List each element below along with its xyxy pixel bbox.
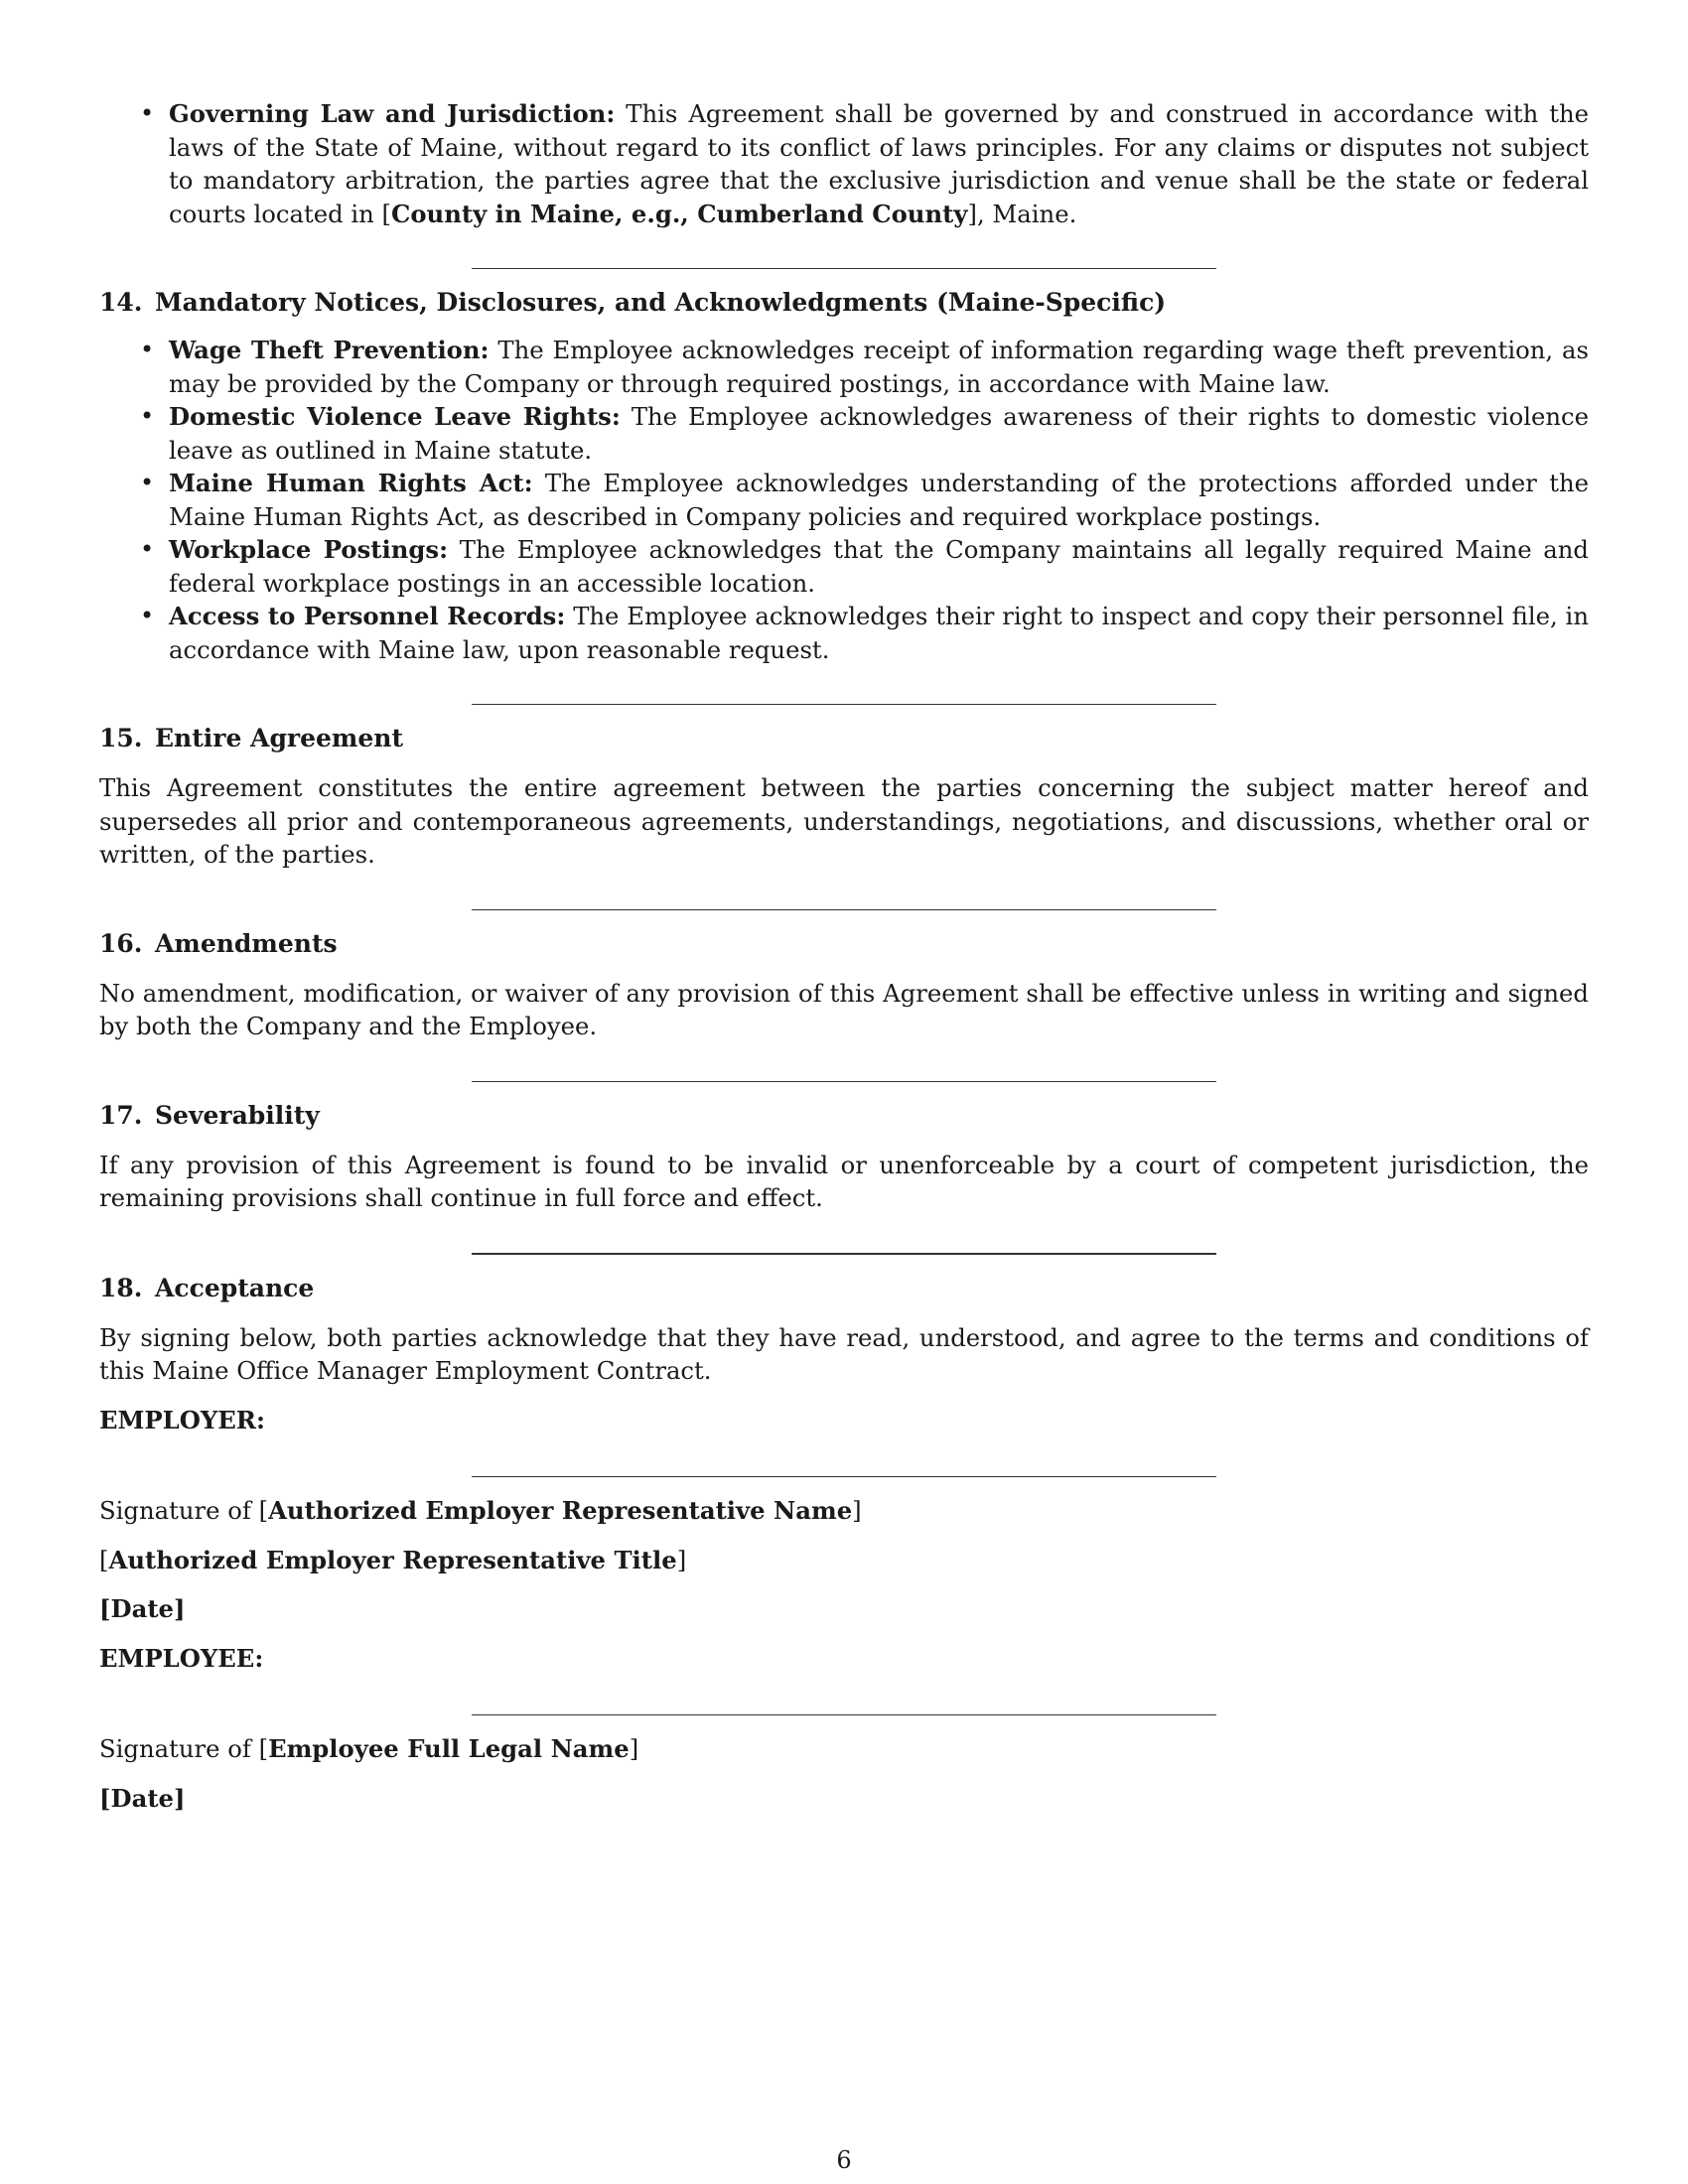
bullet-icon: • [140,535,155,563]
employee-heading: EMPLOYEE: [99,1643,264,1673]
section-17-heading: 17. Severability [99,1100,320,1130]
employee-signature-caption: Signature of [Employee Full Legal Name] [99,1734,639,1763]
list-item: • Domestic Violence Leave Rights: The Employee acknowledges awareness of their rights to domestic violence leave as outlined in Maine statute. [140,402,1589,465]
employee-signature-line [472,1714,1216,1715]
page-number: 6 [836,2146,852,2174]
bullet-icon: • [140,469,155,496]
section-16-body: No amendment, modification, or waiver of any provision of this Agreement shall be effective unless in writing and signed by both the Company and the Employee. [99,978,1589,1040]
governing-law-label: Governing Law and Jurisdiction: [169,99,616,128]
county-placeholder: County in Maine, e.g., Cumberland County [391,199,968,228]
section-15-body: This Agreement constitutes the entire agreement between the parties concerning the subject matter hereof and supersedes all prior and contemporaneous agreements, understandings, negotiations, and discussions, whether oral or written, of the parties. [99,773,1589,869]
section-divider [472,909,1216,910]
list-item: • Governing Law and Jurisdiction: This Agreement shall be governed by and construed in accordance with the laws of the State of Maine, without regard to its conflict of laws principles. For any claims or disputes not subject to mandatory arbitration, the parties agree that the exclusive jurisdiction and venue shall be the state or federal courts located in [County in Maine, e.g., Cumberland County], Maine. [140,99,1589,228]
section-18-heading: 18. Acceptance [99,1273,315,1302]
section-divider [472,268,1216,269]
employer-title-placeholder: [Authorized Employer Representative Title] [99,1545,687,1574]
section-14-list [99,334,1589,666]
list-item: • Wage Theft Prevention: The Employee acknowledges receipt of information regarding wage theft prevention, as may be provided by the Company or through required postings, in accordance with Maine law. [140,336,1589,398]
list-item: • Access to Personnel Records: The Employee acknowledges their right to inspect and copy their personnel file, in accordance with Maine law, upon reasonable request. [140,602,1589,664]
employer-date-placeholder: [Date] [99,1594,186,1623]
governing-law-list [99,97,1589,230]
section-17-body: If any provision of this Agreement is found to be invalid or unenforceable by a court of competent jurisdiction, the remaining provisions shall continue in full force and effect. [99,1150,1589,1212]
employer-signature-caption: Signature of [Authorized Employer Representative Name] [99,1496,862,1525]
document-page [99,97,1589,1815]
bullet-icon: • [140,336,155,363]
section-14-heading: 14. Mandatory Notices, Disclosures, and Acknowledgments (Maine-Specific) [99,288,1167,317]
section-16-heading: 16. Amendments [99,928,338,958]
employee-date-placeholder: [Date] [99,1783,186,1813]
section-18-body: By signing below, both parties acknowledge that they have read, understood, and agree to the terms and conditions of this Maine Office Manager Employment Contract. [99,1322,1589,1385]
list-item: • Maine Human Rights Act: The Employee acknowledges understanding of the protections afforded under the Maine Human Rights Act, as described in Company policies and required workplace postings. [140,469,1589,531]
bullet-icon: • [140,402,155,430]
bullet-icon: • [140,99,155,127]
section-divider [472,704,1216,705]
section-divider [472,1253,1216,1255]
section-divider [472,1081,1216,1082]
bullet-icon: • [140,602,155,629]
employer-signature-line [472,1476,1216,1477]
section-15-heading: 15. Entire Agreement [99,724,403,752]
employer-heading: EMPLOYER: [99,1405,265,1434]
list-item: • Workplace Postings: The Employee acknowledges that the Company maintains all legally required Maine and federal workplace postings in an accessible location. [140,535,1589,598]
